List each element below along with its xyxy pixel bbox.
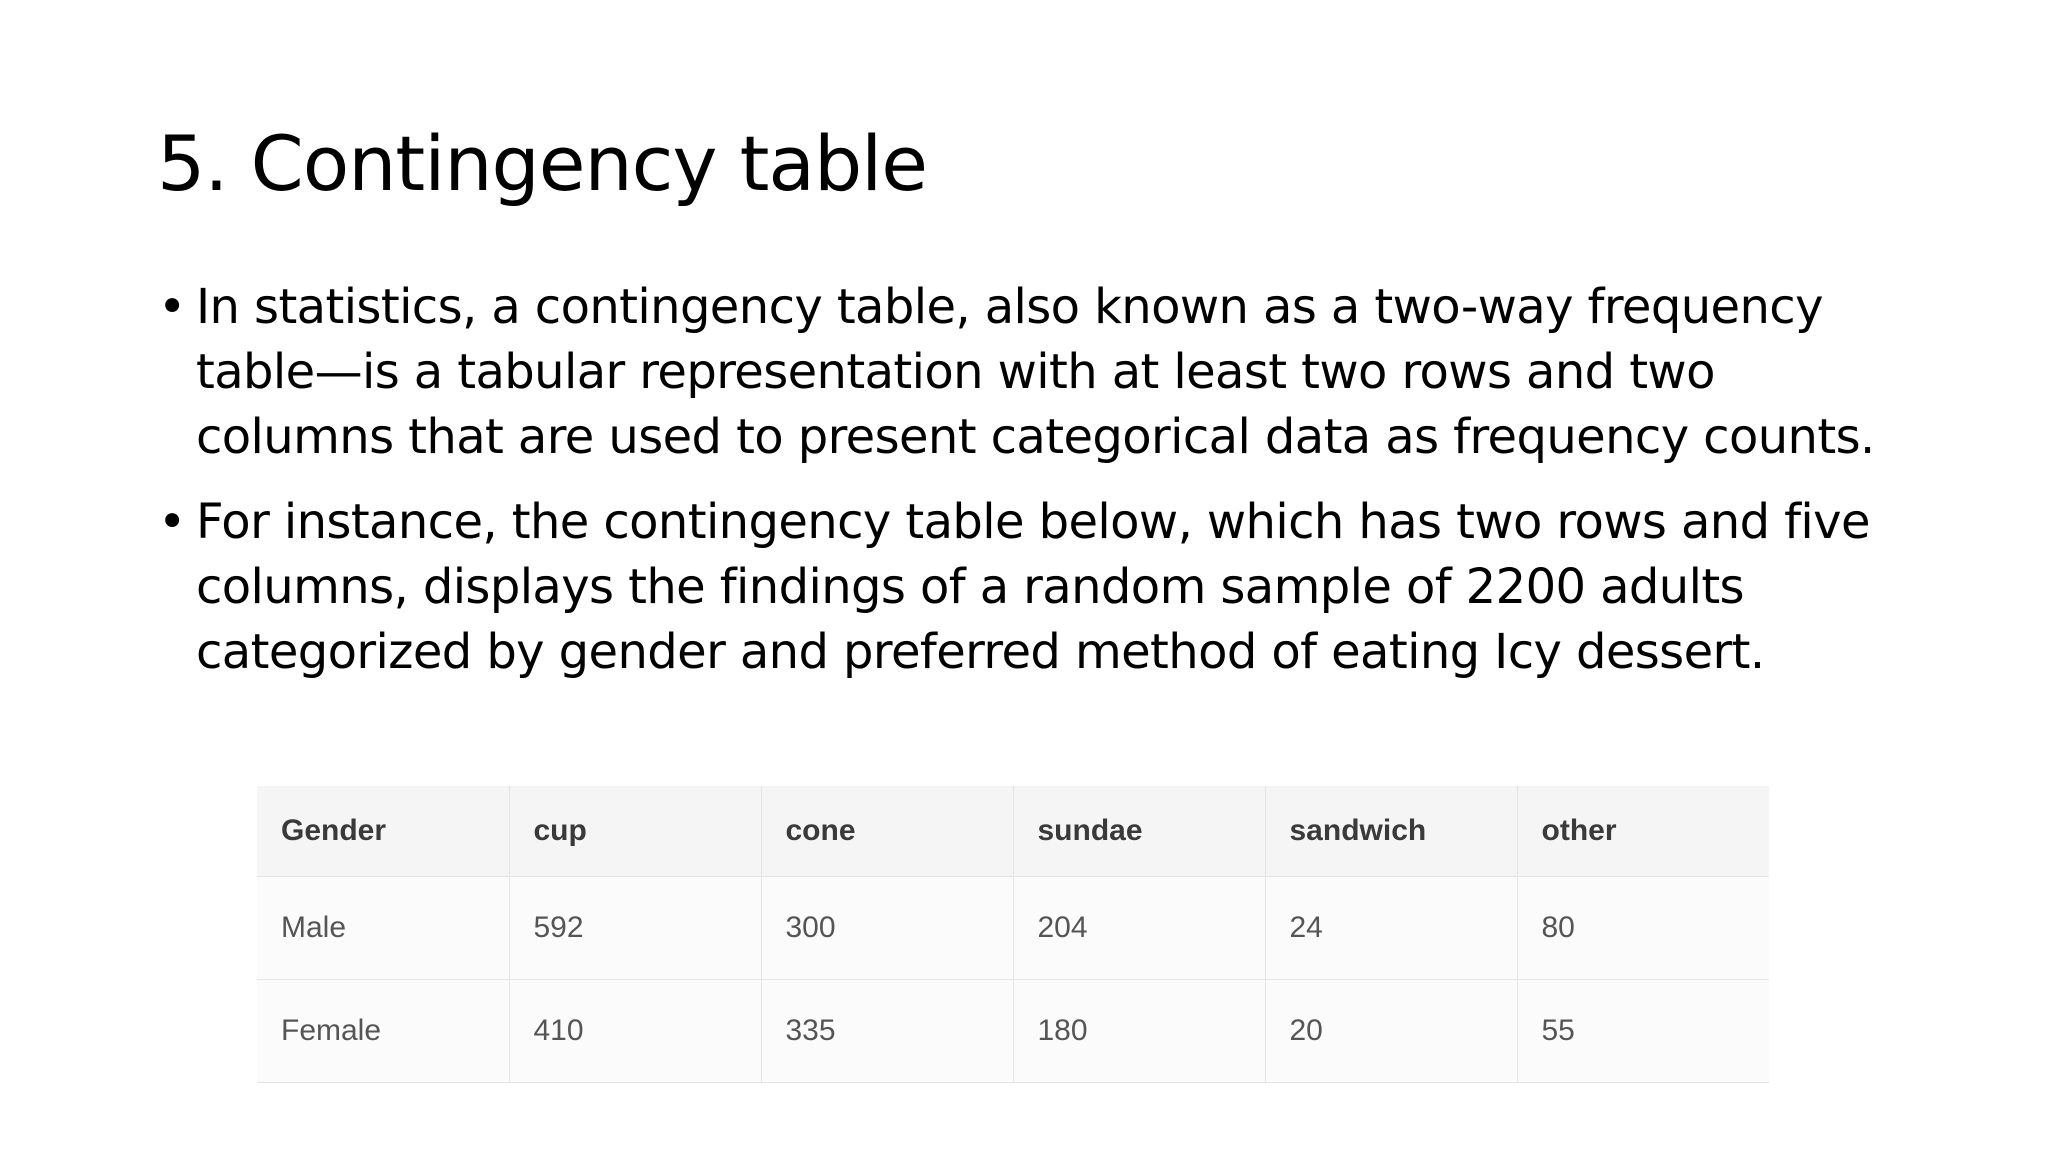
bullet-item xyxy=(158,275,1918,470)
bullet-item xyxy=(158,490,1918,685)
table-cell: Male xyxy=(257,876,509,979)
table-cell: 55 xyxy=(1517,979,1769,1082)
header-cup: cup xyxy=(509,786,761,876)
header-other: other xyxy=(1517,786,1769,876)
bullet-icon: • xyxy=(158,494,186,550)
header-cone: cone xyxy=(761,786,1013,876)
header-sandwich: sandwich xyxy=(1265,786,1517,876)
table-cell: 300 xyxy=(761,876,1013,979)
table-cell: 180 xyxy=(1013,979,1265,1082)
table-cell: 20 xyxy=(1265,979,1517,1082)
table-cell: 24 xyxy=(1265,876,1517,979)
header-sundae: sundae xyxy=(1013,786,1265,876)
bullet-text: In statistics, a contingency table, also known as a two-way frequency table—is a tabular representation with at least two rows and two columns that are used to present categorical data as frequency counts. xyxy=(196,279,1875,465)
bullet-list xyxy=(158,275,1918,705)
table-cell: 592 xyxy=(509,876,761,979)
table-cell: Female xyxy=(257,979,509,1082)
slide-title: 5. Contingency table xyxy=(157,119,928,208)
table-row xyxy=(257,979,1769,1082)
table-cell: 80 xyxy=(1517,876,1769,979)
bullet-icon: • xyxy=(158,279,186,335)
contingency-table-container xyxy=(257,786,1769,1082)
table-cell: 204 xyxy=(1013,876,1265,979)
table-header-row xyxy=(257,786,1769,876)
table-row xyxy=(257,876,1769,979)
bullet-text: For instance, the contingency table below, which has two rows and five columns, displays the findings of a random sample of 2200 adults categorized by gender and preferred method of eating Icy dessert. xyxy=(196,494,1870,680)
table-cell: 410 xyxy=(509,979,761,1082)
contingency-table xyxy=(257,786,1769,1083)
header-gender: Gender xyxy=(257,786,509,876)
table-cell: 335 xyxy=(761,979,1013,1082)
